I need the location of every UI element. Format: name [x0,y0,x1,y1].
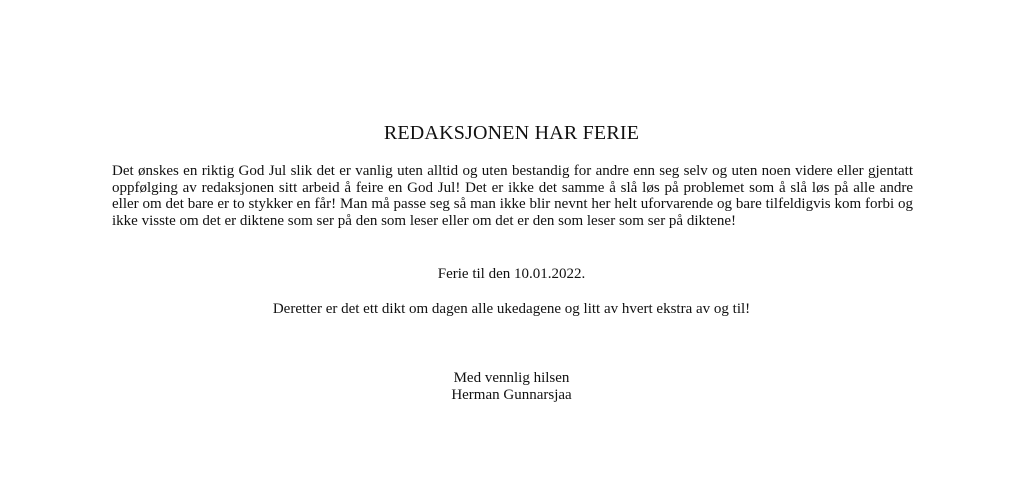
after-vacation-notice: Deretter er det ett dikt om dagen alle ukedagene og litt av hvert ekstra av og til! [272,301,751,317]
author-name: Herman Gunnarsjaa [451,387,572,403]
page-title: REDAKSJONEN HAR FERIE [383,122,640,144]
closing-greeting: Med vennlig hilsen [453,370,570,386]
vacation-notice: Ferie til den 10.01.2022. [437,266,586,282]
intro-paragraph: Det ønskes en riktig God Jul slik det er vanlig uten alltid og uten bestandig for andre enn seg selv og uten noen videre eller gjentatt oppfølging av redaksjonen sitt arbeid å feire en God Jul! Det er ikke det samme å slå løs på problemet som å slå løs på alle andre eller om det bare er to stykker en får! Man må passe seg så man ikke blir nevnt her helt uforvarende og bare tilfeldigvis kom forbi og ikke visste om det er diktene som ser på den som leser eller om det er den som leser som ser på diktene! [112,163,913,229]
